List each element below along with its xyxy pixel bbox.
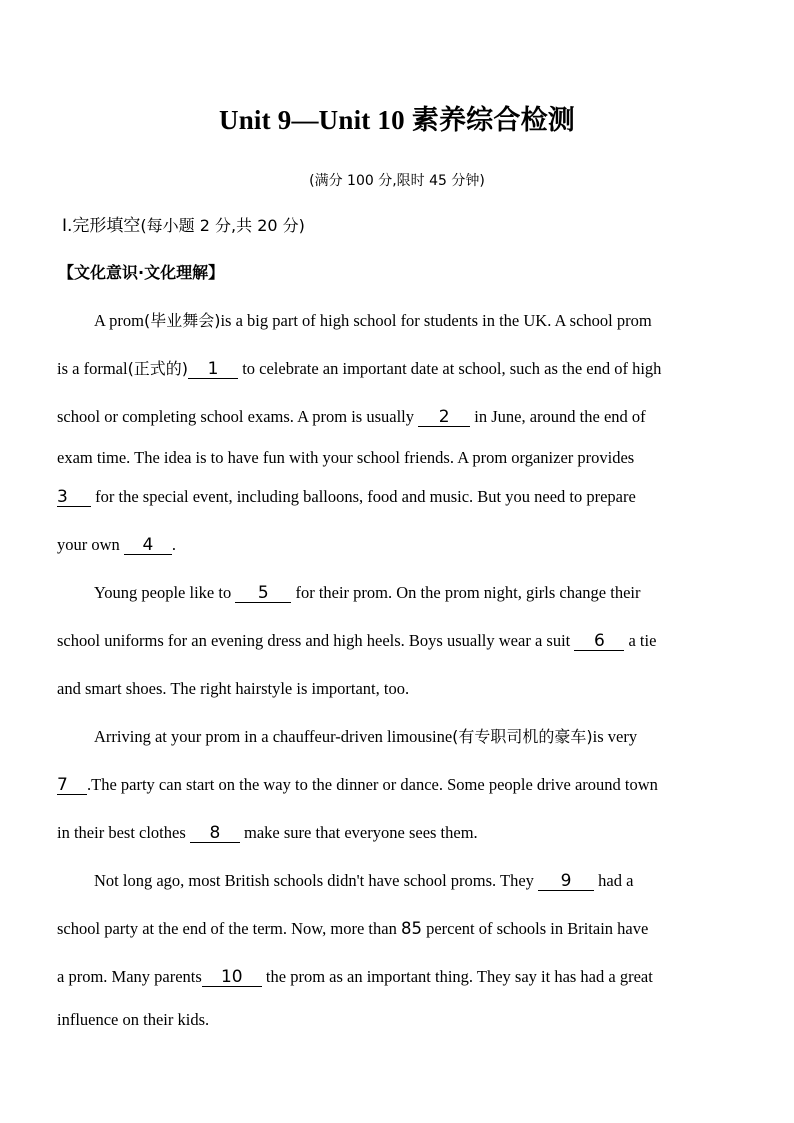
text: is a big part of high school for students in the UK. A school prom [220,311,652,330]
blank-9[interactable]: 9 [538,872,594,891]
text: A prom [94,311,144,330]
chinese-note: (有专职司机的豪车) [452,727,593,746]
passage-line [57,630,737,652]
text: and smart shoes. The right hairstyle is important, too. [57,679,410,698]
text: Young people like to [94,583,232,602]
number: 85 [400,919,422,938]
blank-5[interactable]: 5 [235,584,291,603]
text: Arriving at your prom in a chauffeur-driven limousine [94,727,453,746]
text: school uniforms for an evening dress and high heels. Boys usually wear a suit [57,631,571,650]
passage-line [57,358,737,380]
passage-line [57,486,737,508]
section-desc: (每小题 2 分,共 20 分) [140,216,305,235]
passage-line [57,447,737,469]
blank-10[interactable]: 10 [202,968,262,987]
section-label: Ⅰ.完形填空 [62,216,141,236]
passage-line [57,918,737,940]
text: school or completing school exams. A prom is usually [57,407,415,426]
blank-2[interactable]: 2 [418,408,470,427]
blank-8[interactable]: 8 [190,824,240,843]
text: make sure that everyone sees them. [244,823,478,842]
passage-line [57,534,737,556]
passage-line [94,726,737,748]
text: Not long ago, most British schools didn't have school proms. They [94,871,534,890]
text: for the special event, including balloons, food and music. But you need to prepare [95,487,636,506]
text: is very [592,727,638,746]
topic-heading: 【文化意识·文化理解】 [58,263,225,282]
passage-line [94,870,737,892]
text: is a formal [57,359,128,378]
text: in their best clothes [57,823,186,842]
text: in June, around the end of [474,407,646,426]
passage-line [57,966,737,988]
text: the prom as an important thing. They say it has had a great [265,967,653,986]
text: .The party can start on the way to the dinner or dance. Some people drive around town [87,775,658,794]
text: had a [598,871,634,890]
passage-line [57,678,737,700]
blank-3[interactable]: 3 [57,488,91,507]
score-time-note: (满分 100 分,限时 45 分钟) [309,173,485,189]
blank-1[interactable]: 1 [188,360,238,379]
text: a tie [628,631,657,650]
text: school party at the end of the term. Now, more than [57,919,397,938]
passage-line [57,406,737,428]
text: to celebrate an important date at school, such as the end of high [242,359,662,378]
passage-line [94,310,737,332]
text-span [94,310,652,332]
chinese-note: (毕业舞会) [143,311,221,330]
passage-line [94,582,737,604]
text: a prom. Many parents [57,967,202,986]
page-title: Unit 9—Unit 10 素养综合检测 [219,105,575,135]
text: . [171,535,177,554]
passage-line [57,822,737,844]
text: percent of schools in Britain have [426,919,649,938]
text: influence on their kids. [57,1010,210,1029]
blank-4[interactable]: 4 [124,536,172,555]
text: for their prom. On the prom night, girls change their [295,583,641,602]
blank-6[interactable]: 6 [574,632,624,651]
chinese-note: (正式的) [127,359,189,378]
passage-line [57,774,737,796]
passage-line [57,1009,737,1031]
text: exam time. The idea is to have fun with your school friends. A prom organizer provides [57,448,635,467]
blank-7[interactable]: 7 [57,776,87,795]
section-heading [62,211,305,236]
text: your own [57,535,120,554]
